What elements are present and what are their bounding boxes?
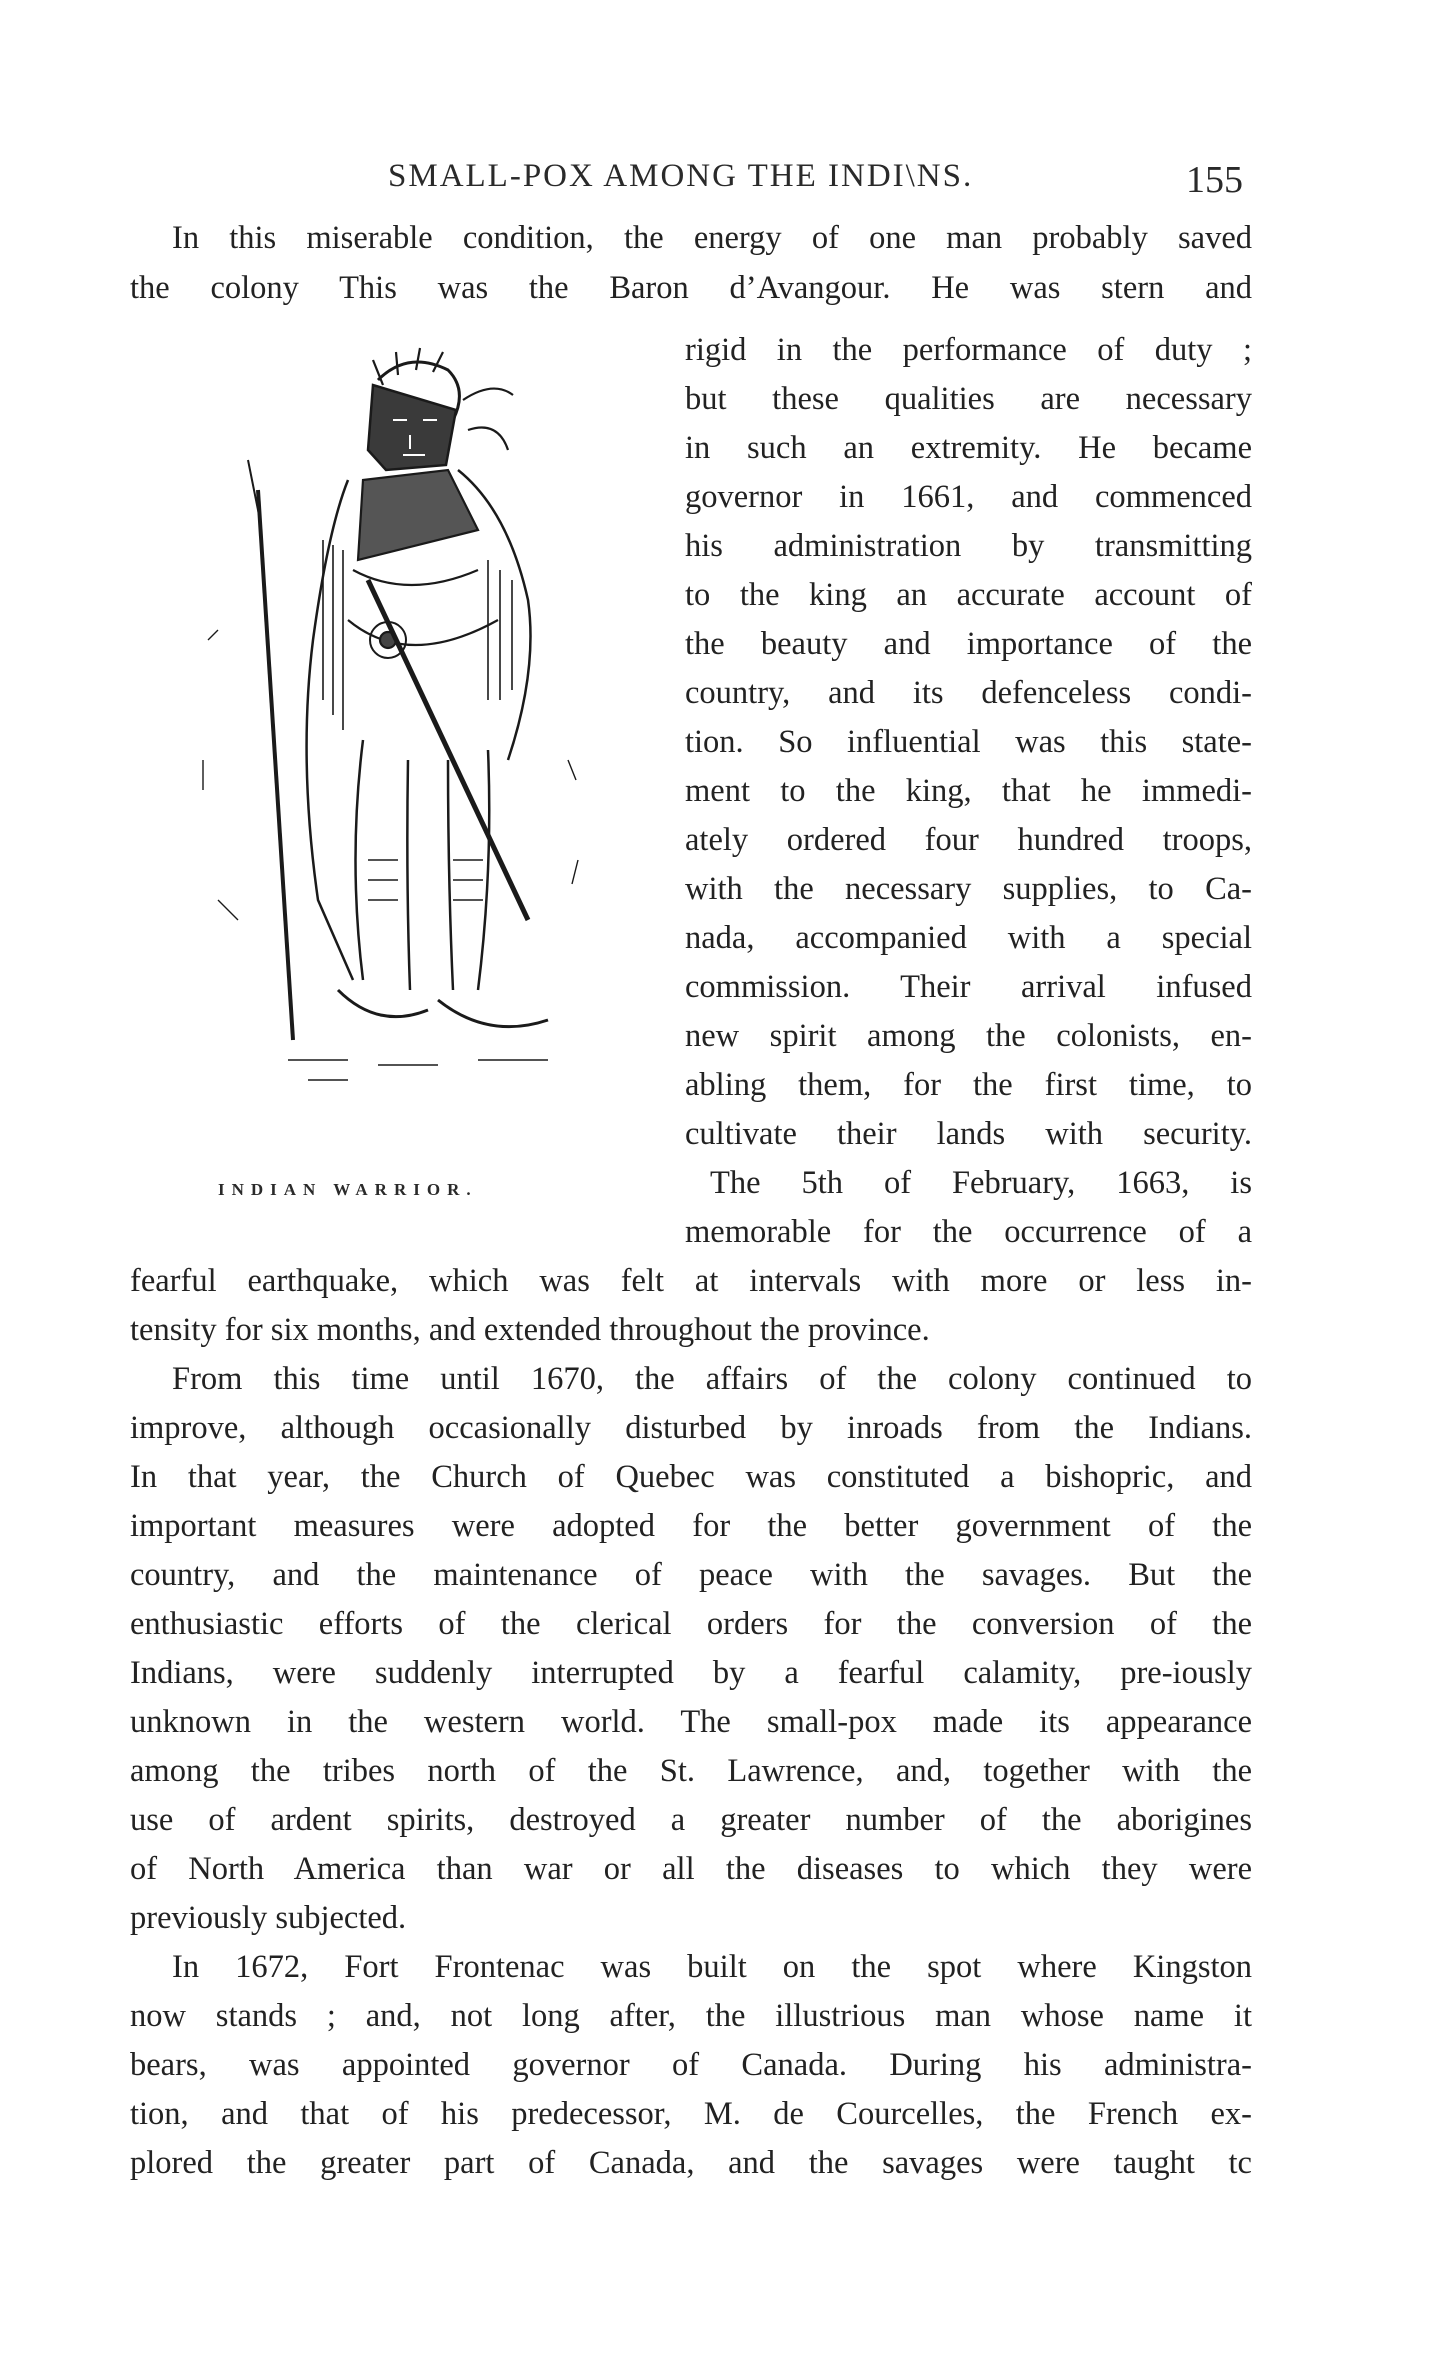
running-head: SMALL-POX AMONG THE INDI\NS. [388, 158, 974, 194]
text-line: among the tribes north of the St. Lawrence, and, together with the [130, 1753, 1252, 1789]
text-line: ment to the king, that he immedi- [685, 773, 1252, 809]
text-line: new spirit among the colonists, en- [685, 1018, 1252, 1054]
figure-caption: INDIAN WARRIOR. [218, 1180, 478, 1199]
text-line: tensity for six months, and extended throughout the province. [130, 1312, 930, 1348]
page-number: 155 [1186, 159, 1243, 201]
text-line: with the necessary supplies, to Ca- [685, 871, 1252, 907]
text-line: unknown in the western world. The small-pox made its appearance [130, 1704, 1252, 1740]
text-line: bears, was appointed governor of Canada. During his administra- [130, 2047, 1252, 2083]
text-line: Indians, were suddenly interrupted by a fearful calamity, pre-iously [130, 1655, 1252, 1691]
text-line: tion. So influential was this state- [685, 724, 1252, 760]
text-line: memorable for the occurrence of a [685, 1214, 1252, 1250]
text-line: in such an extremity. He became [685, 430, 1252, 466]
text-line: plored the greater part of Canada, and the savages were taught tc [130, 2145, 1252, 2181]
text-line: important measures were adopted for the better government of the [130, 1508, 1252, 1544]
indian-warrior-illustration [148, 340, 658, 1140]
text-line: use of ardent spirits, destroyed a greater number of the aborigines [130, 1802, 1252, 1838]
text-line: improve, although occasionally disturbed by inroads from the Indians. [130, 1410, 1252, 1446]
text-line: but these qualities are necessary [685, 381, 1252, 417]
text-line: enthusiastic efforts of the clerical orders for the conversion of the [130, 1606, 1252, 1642]
text-line: country, and the maintenance of peace with the savages. But the [130, 1557, 1252, 1593]
text-line: commission. Their arrival infused [685, 969, 1252, 1005]
text-line: ately ordered four hundred troops, [685, 822, 1252, 858]
text-line: governor in 1661, and commenced [685, 479, 1252, 515]
text-line: tion, and that of his predecessor, M. de Courcelles, the French ex- [130, 2096, 1252, 2132]
text-line: abling them, for the first time, to [685, 1067, 1252, 1103]
text-line: the beauty and importance of the [685, 626, 1252, 662]
text-line: In 1672, Fort Frontenac was built on the spot where Kingston [172, 1949, 1252, 1985]
text-line: fearful earthquake, which was felt at intervals with more or less in- [130, 1263, 1252, 1299]
text-line: previously subjected. [130, 1900, 407, 1936]
text-line: In this miserable condition, the energy of one man probably saved [172, 220, 1252, 256]
text-line: The 5th of February, 1663, is [710, 1165, 1252, 1201]
text-line: From this time until 1670, the affairs of the colony continued to [172, 1361, 1252, 1397]
text-line: rigid in the performance of duty ; [685, 332, 1252, 368]
text-line: now stands ; and, not long after, the illustrious man whose name it [130, 1998, 1252, 2034]
text-line: of North America than war or all the diseases to which they were [130, 1851, 1252, 1887]
text-line: cultivate their lands with security. [685, 1116, 1252, 1152]
text-line: his administration by transmitting [685, 528, 1252, 564]
text-line: In that year, the Church of Quebec was constituted a bishopric, and [130, 1459, 1252, 1495]
text-line: the colony This was the Baron d’Avangour. He was stern and [130, 270, 1252, 306]
text-line: to the king an accurate account of [685, 577, 1252, 613]
text-line: nada, accompanied with a special [685, 920, 1252, 956]
text-line: country, and its defenceless condi- [685, 675, 1252, 711]
